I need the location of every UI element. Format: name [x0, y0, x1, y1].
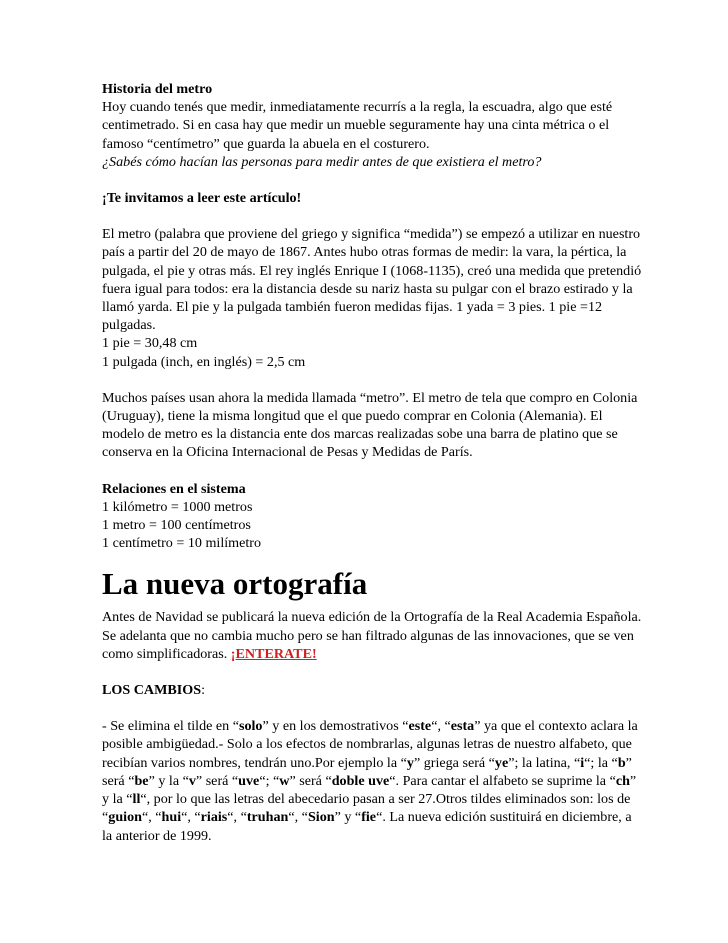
keyword: w: [279, 772, 290, 789]
document-page: [102, 80, 642, 845]
text-run: ” griega será “: [413, 754, 495, 771]
relation-line: 1 kilómetro = 1000 metros: [102, 498, 253, 515]
text-run: “, “: [227, 809, 247, 826]
keyword: solo: [238, 718, 263, 735]
keyword: ch: [615, 772, 630, 789]
section-heading: La nueva ortografía: [102, 566, 368, 602]
metro-paragraph: Muchos países usan ahora la medida llamada “metro”. El metro de tela que compro en Colonia (Uruguay), tiene la misma longitud que el que puedo comprar en Colonia (Alemania). El modelo de metro es la distancia ente dos marcas realizadas sobe una barra de platino que se conserva en la Oficina Internacional de Pesas y Medidas de París.: [102, 389, 638, 461]
keyword: be: [134, 772, 149, 789]
text-run: ” será “: [195, 772, 239, 789]
text-run: “, “: [141, 809, 162, 826]
enterate-link[interactable]: ¡ENTERATE!: [230, 645, 317, 662]
keyword: y: [406, 754, 414, 771]
changes-paragraph: [102, 717, 642, 844]
keyword: este: [408, 718, 432, 735]
text-run: “, “: [181, 809, 201, 826]
equivalence-line: 1 pulgada (inch, en inglés) = 2,5 cm: [102, 353, 306, 370]
text-run: “. Para cantar el alfabeto se suprime la “: [389, 772, 616, 789]
keyword: ll: [132, 791, 141, 808]
keyword: ye: [494, 754, 509, 771]
text-run: ” y la “: [148, 772, 189, 789]
text-run: ”; la latina, “: [508, 754, 581, 771]
text-run: “, “: [431, 718, 451, 735]
keyword: guion: [108, 809, 142, 826]
intro-text: Antes de Navidad se publicará la nueva edición de la Ortografía de la Real Academia Española. Se adelanta que no cambia mucho pero se han filtrado algunas de las innovaciones, que se ven como simplificadoras.: [102, 609, 642, 662]
text-run: “, “: [288, 809, 308, 826]
keyword: uve: [238, 772, 260, 789]
colon: :: [201, 682, 205, 699]
intro-paragraph: Hoy cuando tenés que medir, inmediatamente recurrís a la regla, la escuadra, algo que esté centimetrado. Si en casa hay que medir un mueble seguramente hay una cinta métrica o el famoso “centímetro” que guarda la abuela en el costurero.: [102, 99, 613, 152]
keyword: fie: [361, 809, 377, 826]
keyword: riais: [200, 809, 228, 826]
keyword: doble uve: [331, 772, 390, 789]
equivalence-line: 1 pie = 30,48 cm: [102, 335, 198, 352]
keyword: hui: [161, 809, 182, 826]
text-run: “; “: [259, 772, 280, 789]
ortografia-intro: [102, 608, 642, 663]
relation-line: 1 metro = 100 centímetros: [102, 517, 251, 534]
keyword: esta: [450, 718, 475, 735]
text-run: “, por lo que las letras del abecedario pasan a ser 27.Otros tildes eliminados son: los de “: [102, 791, 631, 826]
changes-title: LOS CAMBIOS: [102, 682, 202, 699]
text-run: ” será “: [289, 772, 332, 789]
keyword: v: [188, 772, 196, 789]
keyword: b: [617, 754, 626, 771]
relation-line: 1 centímetro = 10 milímetro: [102, 535, 262, 552]
text-run: ” y la “: [102, 772, 637, 808]
text-run: “; la “: [584, 754, 618, 771]
question-line: ¿Sabés cómo hacían las personas para medir antes de que existiera el metro?: [102, 153, 542, 170]
keyword: Sion: [307, 809, 335, 826]
keyword: i: [580, 754, 585, 771]
text-run: - Se elimina el tilde en “: [102, 718, 239, 735]
relations-title: Relaciones en el sistema: [102, 480, 246, 497]
article-title: Historia del metro: [102, 81, 213, 97]
text-run: ” ya que el contexto aclara la posible ambigüedad.- Solo a los efectos de nombrarlas, algunas letras de nuestro alfabeto, que recibían varios nombres, tendrán uno.Por ejemplo la “: [102, 718, 638, 771]
text-run: ” será “: [102, 754, 632, 789]
text-run: “. La nueva edición sustituirá en diciembre, a la anterior de 1999.: [102, 809, 632, 844]
text-run: ” y “: [334, 809, 362, 826]
invitation-line: ¡Te invitamos a leer este artículo!: [102, 190, 302, 207]
history-paragraph: El metro (palabra que proviene del griego y significa “medida”) se empezó a utilizar en nuestro país a partir del 20 de mayo de 1867. Antes hubo otras formas de medir: la vara, la pértica, la pulgada, el pie y otras más. El rey inglés Enrique I (1068-1135), creó una medida que pretendió fuera igual para todos: era la distancia desde su nariz hasta su pulgar con el brazo estirado y la llamó yarda. El pie y la pulgada también fueron medidas fijas. 1 yada = 3 pies. 1 pie =12 pulgadas.: [102, 226, 642, 334]
text-run: ” y en los demostrativos “: [262, 718, 409, 735]
keyword: truhan: [246, 809, 289, 826]
changes-heading: [102, 681, 642, 699]
